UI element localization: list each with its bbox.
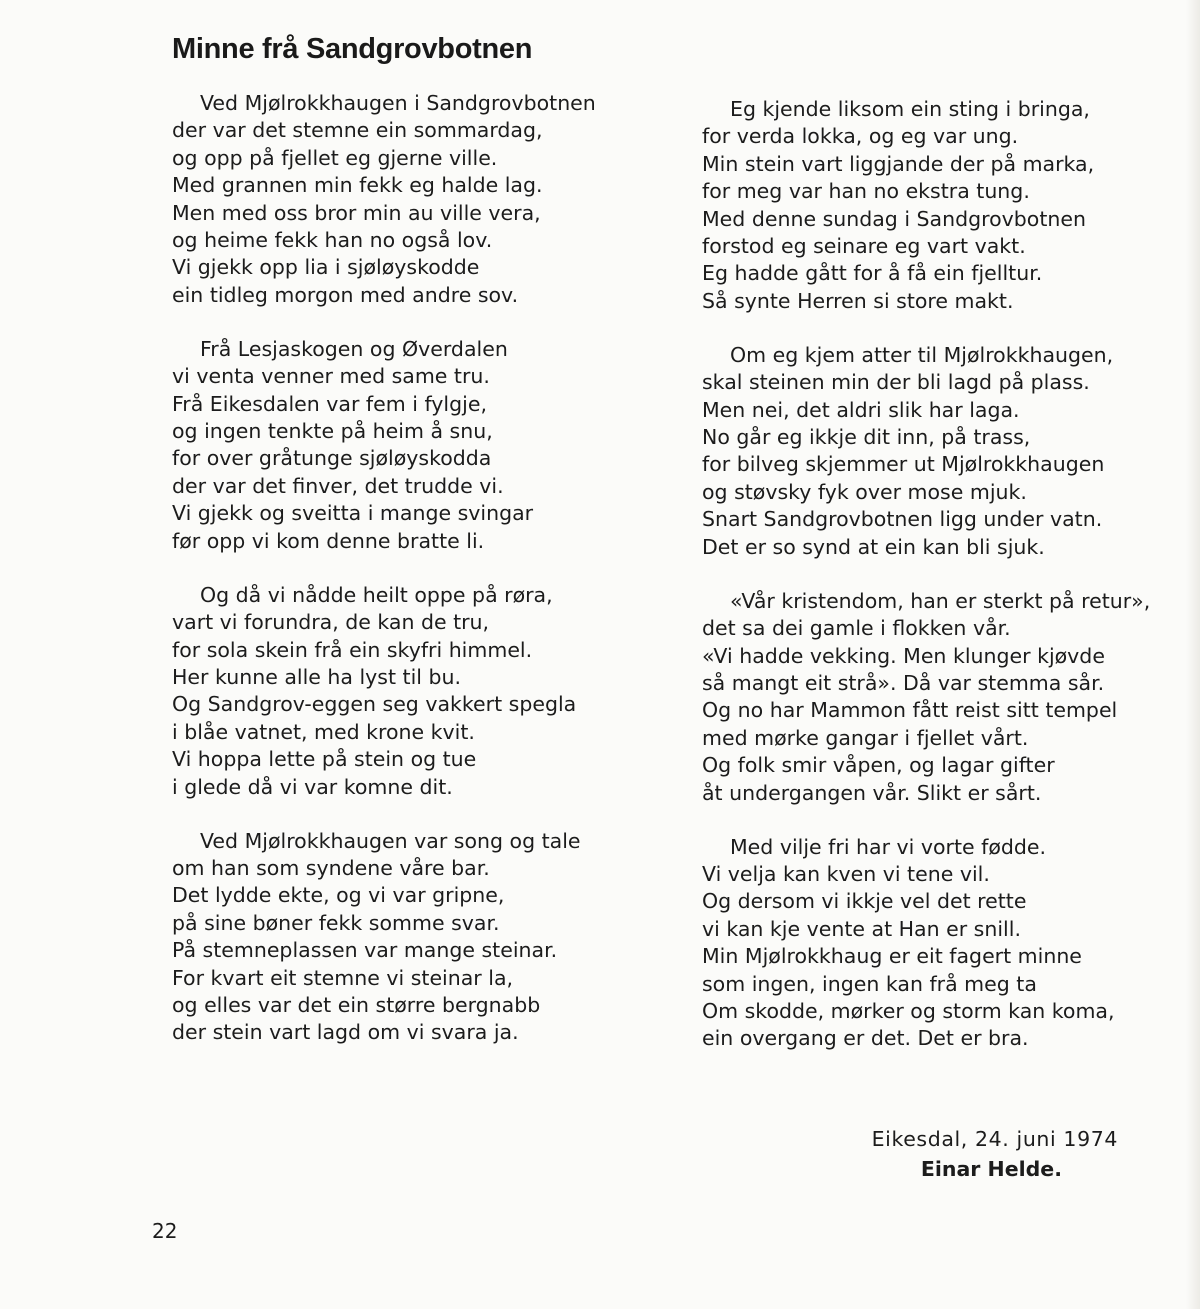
verse-line: Frå Eikesdalen var fem i fylgje, bbox=[172, 391, 487, 416]
verse-line: Frå Lesjaskogen og Øverdalen bbox=[200, 336, 508, 361]
signature-block bbox=[700, 1124, 1118, 1184]
verse-line: ein tidleg morgon med andre sov. bbox=[172, 282, 519, 307]
verse-line: før opp vi kom denne bratte li. bbox=[172, 528, 485, 553]
stanza bbox=[172, 582, 652, 801]
verse-line: Ved Mjølrokkhaugen i Sandgrovbotnen bbox=[200, 91, 596, 115]
verse-line: det sa dei gamle i flokken vår. bbox=[702, 616, 1011, 641]
verse-line: Snart Sandgrovbotnen ligg under vatn. bbox=[702, 507, 1103, 532]
verse-line: «Vår kristendom, han er sterkt på retur», bbox=[730, 588, 1151, 613]
verse-line: Eg hadde gått for å få ein fjelltur. bbox=[702, 261, 1043, 286]
verse-line: Min stein vart liggjande der på marka, bbox=[702, 151, 1095, 176]
verse-line: vi kan kje vente at Han er snill. bbox=[702, 916, 1021, 941]
verse-line: og heime fekk han no også lov. bbox=[172, 228, 493, 253]
verse-line: Min Mjølrokkhaug er eit fagert minne bbox=[702, 944, 1082, 969]
verse-line: der var det finver, det trudde vi. bbox=[172, 473, 504, 498]
verse-line: om han som syndene våre bar. bbox=[172, 855, 490, 880]
page-edge bbox=[1186, 0, 1200, 1309]
verse-line: og elles var det ein større bergnabb bbox=[172, 992, 541, 1017]
stanza bbox=[172, 90, 652, 309]
stanza bbox=[172, 336, 652, 555]
verse-line: der var det stemne ein sommardag, bbox=[172, 118, 543, 143]
verse-line: Vi gjekk opp lia i sjøløyskodde bbox=[172, 255, 480, 280]
author-name: Einar Helde. bbox=[920, 1157, 1062, 1181]
verse-line: på sine bøner fekk somme svar. bbox=[172, 910, 500, 935]
verse-line: Med vilje fri har vi vorte fødde. bbox=[730, 834, 1047, 859]
verse-line: Vi velja kan kven vi tene vil. bbox=[702, 861, 990, 886]
page-number: 22 bbox=[152, 1219, 178, 1243]
verse-line: vart vi forundra, de kan de tru, bbox=[172, 610, 490, 635]
verse-line: forstod eg seinare eg vart vakt. bbox=[702, 234, 1026, 259]
verse-line: for sola skein frå ein skyfri himmel. bbox=[172, 637, 533, 662]
verse-line: Med grannen min fekk eg halde lag. bbox=[172, 173, 543, 198]
stanza bbox=[702, 588, 1182, 807]
verse-line: så mangt eit strå». Då var stemma sår. bbox=[702, 670, 1105, 695]
verse-line: Ved Mjølrokkhaugen var song og tale bbox=[200, 828, 581, 853]
stanza bbox=[702, 96, 1182, 315]
verse-line: og ingen tenkte på heim å snu, bbox=[172, 419, 493, 444]
verse-line: No går eg ikkje dit inn, på trass, bbox=[702, 425, 1031, 450]
verse-line: vi venta venner med same tru. bbox=[172, 364, 490, 389]
verse-line: Og folk smir våpen, og lagar gifter bbox=[702, 753, 1055, 778]
verse-line: Om skodde, mørker og storm kan koma, bbox=[702, 998, 1115, 1023]
verse-line: og opp på fjellet eg gjerne ville. bbox=[172, 145, 498, 170]
verse-line: Vi gjekk og sveitta i mange svingar bbox=[172, 501, 534, 526]
verse-line: ein overgang er det. Det er bra. bbox=[702, 1026, 1029, 1051]
verse-line: Med denne sundag i Sandgrovbotnen bbox=[702, 206, 1086, 231]
verse-line: Og Sandgrov-eggen seg vakkert spegla bbox=[172, 692, 577, 717]
poem-title: Minne frå Sandgrovbotnen bbox=[172, 33, 533, 66]
verse-line: og støvsky fyk over mose mjuk. bbox=[702, 479, 1027, 504]
verse-line: På stemneplassen var mange steinar. bbox=[172, 938, 558, 963]
verse-line: i blåe vatnet, med krone kvit. bbox=[172, 719, 475, 744]
verse-line: i glede då vi var komne dit. bbox=[172, 774, 453, 799]
verse-line: «Vi hadde vekking. Men klunger kjøvde bbox=[702, 643, 1105, 668]
verse-line: der stein vart lagd om vi svara ja. bbox=[172, 1020, 519, 1045]
verse-line: for meg var han no ekstra tung. bbox=[702, 179, 1030, 204]
verse-line: for over gråtunge sjøløyskodda bbox=[172, 446, 492, 471]
verse-line: Men med oss bror min au ville vera, bbox=[172, 200, 541, 225]
verse-line: som ingen, ingen kan frå meg ta bbox=[702, 971, 1037, 996]
verse-line: Det lydde ekte, og vi var gripne, bbox=[172, 883, 505, 908]
verse-line: Og dersom vi ikkje vel det rette bbox=[702, 889, 1027, 914]
stanza bbox=[702, 834, 1182, 1053]
verse-line: for bilveg skjemmer ut Mjølrokkhaugen bbox=[702, 452, 1105, 477]
verse-line: Her kunne alle ha lyst til bu. bbox=[172, 664, 462, 689]
left-column bbox=[172, 90, 652, 1073]
right-column bbox=[702, 96, 1182, 1079]
verse-line: Så synte Herren si store makt. bbox=[702, 288, 1014, 313]
verse-line: Og då vi nådde heilt oppe på røra, bbox=[200, 582, 553, 607]
place-date: Eikesdal, 24. juni 1974 bbox=[871, 1127, 1118, 1151]
verse-line: skal steinen min der bli lagd på plass. bbox=[702, 370, 1090, 395]
verse-line: Om eg kjem atter til Mjølrokkhaugen, bbox=[730, 342, 1114, 367]
verse-line: med mørke gangar i fjellet vårt. bbox=[702, 725, 1029, 750]
verse-line: åt undergangen vår. Slikt er sårt. bbox=[702, 780, 1042, 805]
stanza bbox=[702, 342, 1182, 561]
verse-line: Og no har Mammon fått reist sitt tempel bbox=[702, 698, 1118, 723]
verse-line: Vi hoppa lette på stein og tue bbox=[172, 747, 477, 772]
verse-line: Eg kjende liksom ein sting i bringa, bbox=[730, 97, 1090, 121]
verse-line: Det er so synd at ein kan bli sjuk. bbox=[702, 534, 1045, 559]
verse-line: for verda lokka, og eg var ung. bbox=[702, 124, 1019, 149]
verse-line: For kvart eit stemne vi steinar la, bbox=[172, 965, 514, 990]
verse-line: Men nei, det aldri slik har laga. bbox=[702, 397, 1020, 422]
stanza bbox=[172, 828, 652, 1047]
